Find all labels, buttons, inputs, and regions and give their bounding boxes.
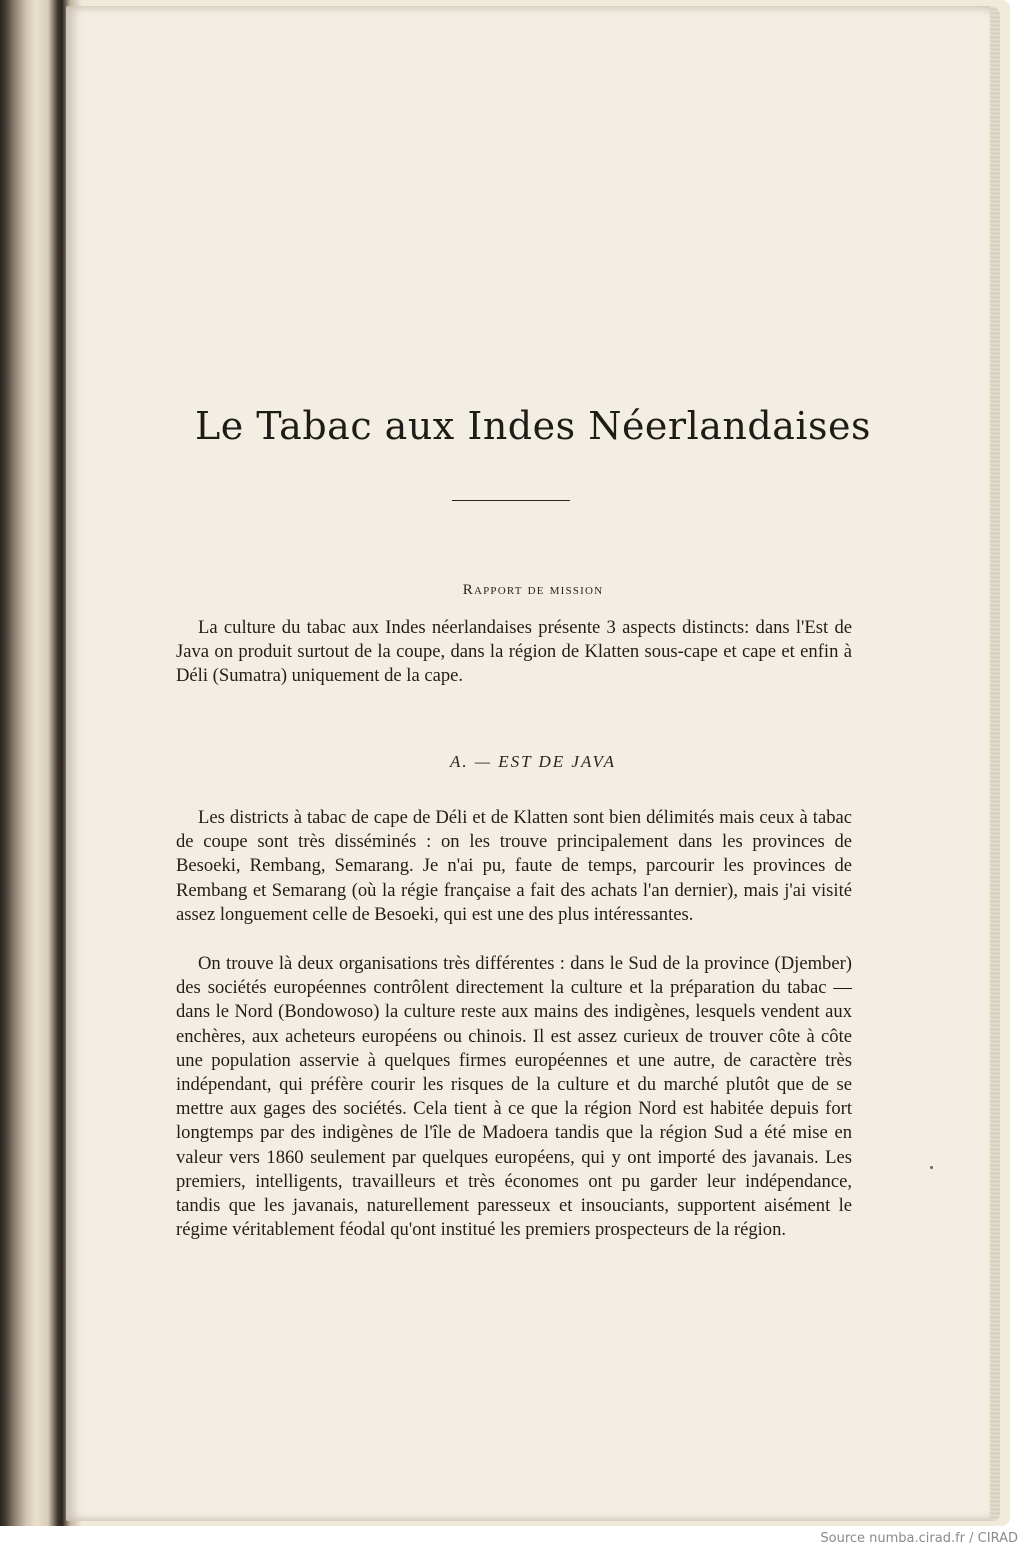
document-subtitle: Rapport de mission (462, 582, 604, 598)
document-title: Le Tabac aux Indes Néerlandaises (194, 404, 871, 448)
margin-speck (930, 1166, 933, 1169)
title-divider (452, 500, 570, 501)
section-heading: A. — EST DE JAVA (449, 752, 617, 771)
source-credit: Source numba.cirad.fr / CIRAD (820, 1531, 1018, 1546)
body-paragraph-2: On trouve là deux organisations très différentes : dans le Sud de la province (Djember) des sociétés européennes contrôlent directement la culture et la préparation du tabac — dans le Nord (Bondowoso) la culture reste aux mains des indigènes, lesquels vendent aux enchères, aux acheteurs européens ou chinois. Il est assez curieux de trouver côte à côte une population asservie à quelques firmes européennes et une autre, de caractère très indépendant, qui préfère courir les risques de la culture et du marché plutôt que de se mettre aux gages des sociétés. Cela tient à ce que la région Nord est habitée depuis fort longtemps par des indigènes de l'île de Madoera tandis que la région Sud a été mise en valeur vers 1860 seulement par quelques européens, qui y ont importé des javanais. Les premiers, intelligents, travailleurs et très économes ont pu garder leur indépendance, tandis que les javanais, naturellement paresseux et insouciants, supportent aisément le régime véritablement féodal qu'ont institué les premiers prospecteurs de la région. (176, 953, 852, 1241)
intro-paragraph: La culture du tabac aux Indes néerlandaises présente 3 aspects distincts: dans l'Est de Java on produit surtout de la coupe, dans la région de Klatten sous-cape et cape et enfin à Déli (Sumatra) uniquement de la cape. (176, 617, 852, 687)
body-paragraph-1: Les districts à tabac de cape de Déli et de Klatten sont bien délimités mais ceux à tabac de coupe sont très disséminés : on les trouve principalement dans les provinces de Besoeki, Rembang, Semarang. Je n'ai pu, faute de temps, parcourir les provinces de Rembang et Semarang (où la régie française a fait des achats l'an dernier), mais j'ai visité assez longuement celle de Besoeki, qui est une des plus intéressantes. (176, 807, 852, 925)
